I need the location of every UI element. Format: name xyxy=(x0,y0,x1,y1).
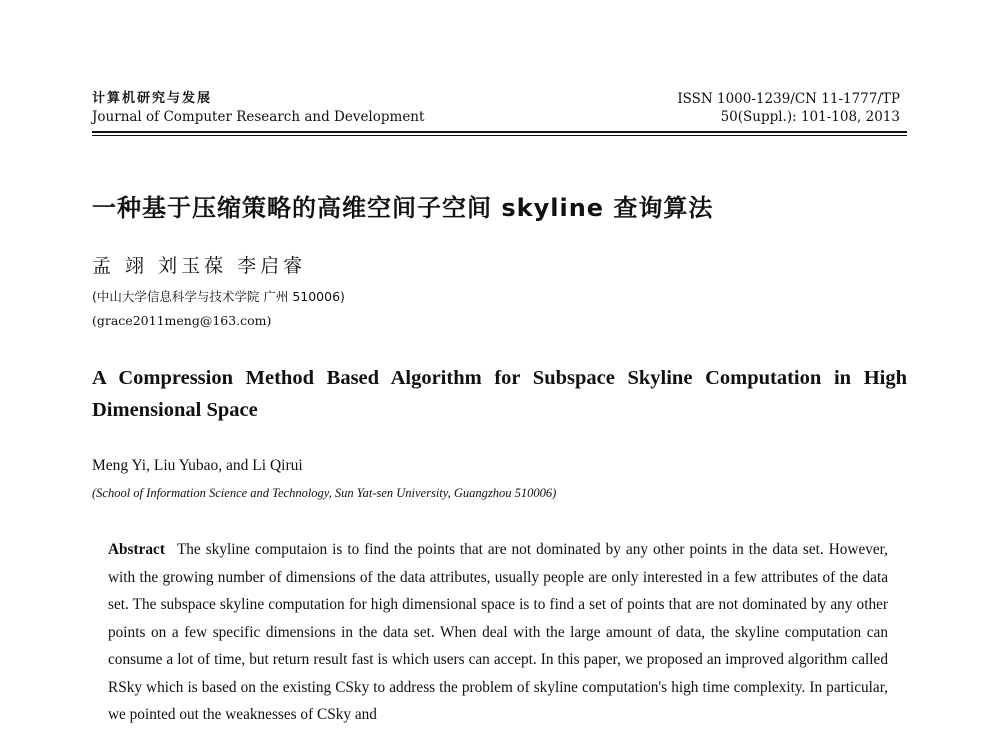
abstract-label: Abstract xyxy=(108,541,165,558)
journal-header-right xyxy=(677,90,900,126)
paper-title-en: A Compression Method Based Algorithm for Subspace Skyline Computation in High Dimensional Space xyxy=(92,367,907,421)
affiliation-cn: (中山大学信息科学与技术学院 广州 510006) xyxy=(92,289,345,304)
abstract xyxy=(108,536,888,729)
journal-name-en: Journal of Computer Research and Development xyxy=(92,108,425,125)
author-email: (grace2011meng@163.com) xyxy=(92,313,272,328)
journal-name-cn: 计算机研究与发展 xyxy=(92,91,213,106)
authors-cn: 孟 翊 刘玉葆 李启睿 xyxy=(92,255,307,277)
paper-title-cn: 一种基于压缩策略的高维空间子空间 skyline 查询算法 xyxy=(92,194,714,222)
issn: ISSN 1000-1239/CN 11-1777/TP xyxy=(677,91,900,107)
affiliation-en: (School of Information Science and Technology, Sun Yat-sen University, Guangzhou 510006) xyxy=(92,486,557,500)
header-rule-thick xyxy=(92,131,907,133)
issue-info: 50(Suppl.): 101-108, 2013 xyxy=(720,109,900,126)
journal-header-left xyxy=(92,90,424,126)
abstract-text: The skyline computaion is to find the points that are not dominated by any other points in the data set. However, with the growing number of dimensions of the data attributes, usually people are only interested in a few attributes of the data set. The subspace skyline computation for high dimensional space is to find a set of points that are not dominated by any other points on a few specific dimensions in the data set. When deal with the large amount of data, the skyline computation can consume a lot of time, but return result fast is which users can accept. In this paper, we proposed an improved algorithm called RSky which is based on the existing CSky to address the problem of skyline computation's high time complexity. In particular, we pointed out the weaknesses of CSky and xyxy=(108,541,888,723)
authors-en: Meng Yi, Liu Yubao, and Li Qirui xyxy=(92,457,303,474)
header-rule-thin xyxy=(92,135,907,136)
